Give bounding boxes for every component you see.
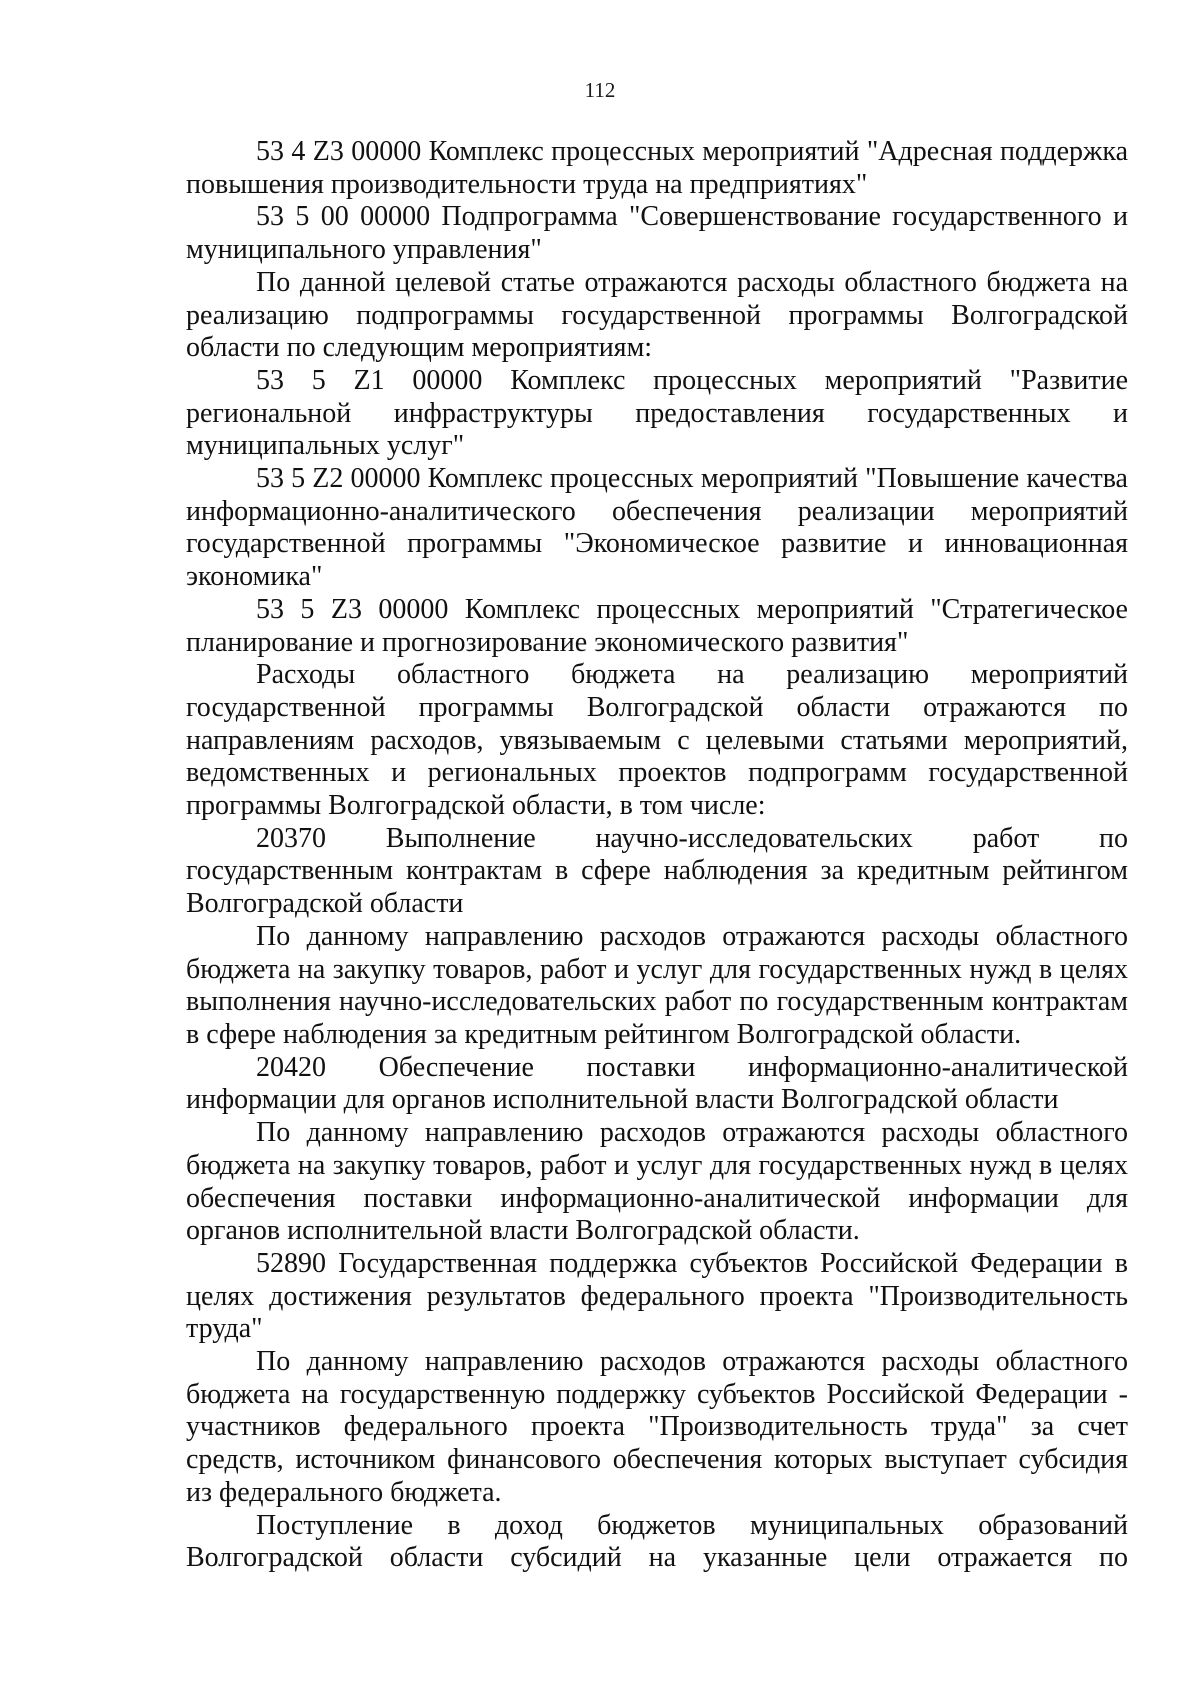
paragraph-20370: 20370 Выполнение научно-исследовательских работ по государственным контрактам в сфере наблюдения за кредитным рейтингом Волгоградской области [186,822,1128,920]
paragraph-subsidies-income: Поступление в доход бюджетов муниципальных образований Волгоградской области субсидий на указанные цели отражается по [186,1509,1128,1574]
paragraph-20420: 20420 Обеспечение поставки информационно-аналитической информации для органов исполнительной власти Волгоградской области [186,1051,1128,1116]
paragraph-53-5-z3: 53 5 Z3 00000 Комплекс процессных мероприятий "Стратегическое планирование и прогнозирование экономического развития" [186,593,1128,658]
page-number: 112 [584,78,616,102]
paragraph-20370-description: По данному направлению расходов отражаются расходы областного бюджета на закупку товаров, работ и услуг для государственных нужд в целях выполнения научно-исследовательских работ по государственным контрактам в сфере наблюдения за кредитным рейтингом Волгоградской области. [186,920,1128,1050]
paragraph-53-5-00-subprogram: 53 5 00 00000 Подпрограмма "Совершенствование государственного и муниципального управления" [186,201,1128,266]
paragraph-53-5-z1: 53 5 Z1 00000 Комплекс процессных мероприятий "Развитие региональной инфраструктуры предоставления государственных и муниципальных услуг" [186,364,1128,462]
paragraph-52890: 52890 Государственная поддержка субъектов Российской Федерации в целях достижения результатов федерального проекта "Производительность труда" [186,1247,1128,1345]
paragraph-expenses-directions: Расходы областного бюджета на реализацию мероприятий государственной программы Волгоградской области отражаются по направлениям расходов, увязываемым с целевыми статьями мероприятий, ведомственных и региональных проектов подпрограмм государственной программы Волгоградской области, в том числе: [186,659,1128,822]
paragraph-20420-description: По данному направлению расходов отражаются расходы областного бюджета на закупку товаров, работ и услуг для государственных нужд в целях обеспечения поставки информационно-аналитической информации для органов исполнительной власти Волгоградской области. [186,1117,1128,1247]
paragraph-52890-description: По данному направлению расходов отражаются расходы областного бюджета на государственную поддержку субъектов Российской Федерации - участников федерального проекта "Производительность труда" за счет средств, источником финансового обеспечения которых выступает субсидия из федерального бюджета. [186,1346,1128,1508]
paragraph-53-4-z3: 53 4 Z3 00000 Комплекс процессных мероприятий "Адресная поддержка повышения производительности труда на предприятиях" [186,136,1128,200]
paragraph-53-5-z2: 53 5 Z2 00000 Комплекс процессных мероприятий "Повышение качества информационно-аналитического обеспечения реализации мероприятий государственной программы "Экономическое развитие и инновационная экономика" [186,463,1128,593]
document-body [186,136,1128,1575]
paragraph-target-article-description: По данной целевой статье отражаются расходы областного бюджета на реализацию подпрограммы государственной программы Волгоградской области по следующим мероприятиям: [186,266,1128,364]
